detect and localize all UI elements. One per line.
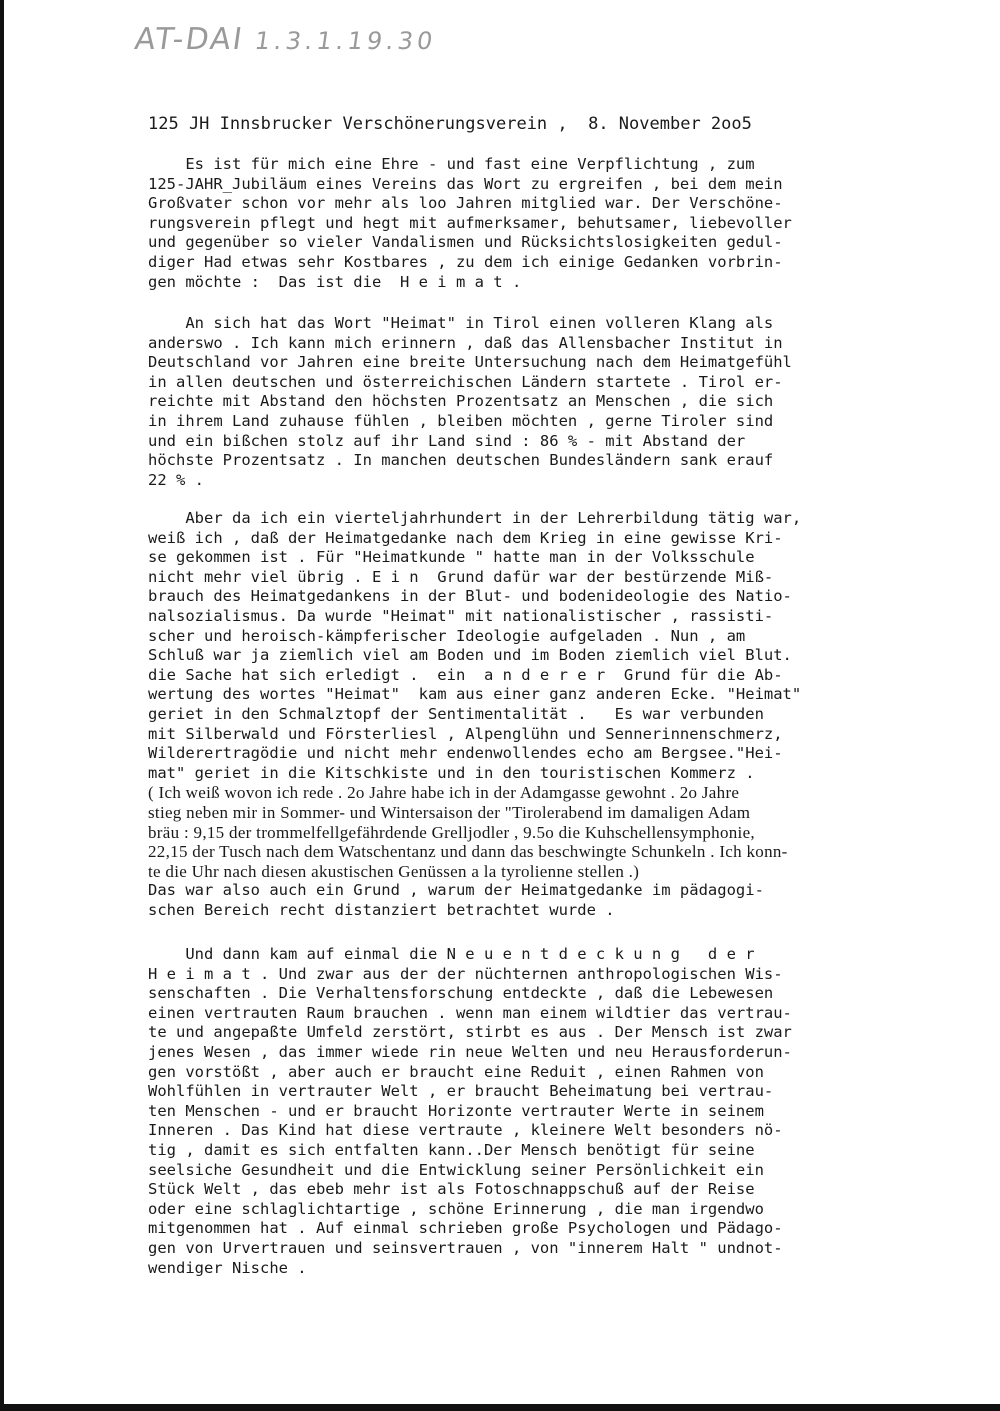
paragraph: [148, 509, 968, 920]
text-line: senschaften . Die Verhaltensforschung entdeckte , daß die Lebewesen: [148, 984, 774, 1003]
text-line: seelsiche Gesundheit und die Entwicklung seiner Persönlichkeit ein: [148, 1160, 764, 1179]
text-line: nicht mehr viel übrig . E i n Grund dafür war der bestürzende Miß-: [148, 567, 774, 586]
text-line: und gegenüber so vieler Vandalismen und Rücksichtslosigkeiten gedul-: [148, 233, 783, 252]
text-line: reichte mit Abstand den höchsten Prozentsatz an Menschen , die sich: [148, 392, 774, 411]
text-line: Schluß war ja ziemlich viel am Boden und im Boden ziemlich viel Blut.: [148, 646, 792, 665]
text-line: 22 % .: [148, 470, 204, 489]
text-line: Inneren . Das Kind hat diese vertraute , kleinere Welt besonders nö-: [148, 1121, 783, 1140]
text-line: wendiger Nische .: [148, 1258, 307, 1277]
text-line: Großvater schon vor mehr als loo Jahren mitglied war. Der Verschöne-: [148, 194, 783, 213]
text-line: nalsozialismus. Da wurde "Heimat" mit nationalistischer , rassisti-: [148, 606, 774, 625]
text-line: oder eine schlaglichtartige , schöne Erinnerung , die man irgendwo: [148, 1199, 764, 1218]
text-line: gen möchte : Das ist die H e i m a t .: [148, 272, 522, 291]
text-line: wertung des wortes "Heimat" kam aus einer ganz anderen Ecke. "Heimat": [148, 685, 802, 704]
text-line: jenes Wesen , das immer wiede rin neue Welten und neu Herausforderun-: [148, 1042, 792, 1061]
archive-stamp-number: 1.3.1.19.30: [252, 27, 439, 55]
text-line: te die Uhr nach diesen akustischen Genüssen a la tyrolienne stellen .): [148, 861, 640, 881]
text-line: anderswo . Ich kann mich erinnern , daß das Allensbacher Institut in: [148, 333, 783, 352]
text-line: die Sache hat sich erledigt . ein a n d e r e r Grund für die Ab-: [148, 665, 783, 684]
archive-stamp: [133, 22, 439, 57]
text-line: 22,15 der Tusch nach dem Watschentanz und dann das beschwingte Schunkeln . Ich konn-: [148, 842, 788, 862]
text-line: und ein bißchen stolz auf ihr Land sind : 86 % - mit Abstand der: [148, 431, 746, 450]
text-line: Aber da ich ein vierteljahrhundert in der Lehrerbildung tätig war,: [148, 509, 802, 527]
text-line: mit Silberwald und Försterliesl , Alpenglühn und Sennerinnenschmerz,: [148, 724, 783, 743]
document-title: 125 JH Innsbrucker Verschönerungsverein , 8. November 2oo5: [148, 114, 752, 134]
text-line: Wilderertragödie und nicht mehr endenwollendes echo am Bergsee."Hei-: [148, 744, 783, 763]
paragraph: [148, 155, 968, 292]
text-line: ten Menschen - und er braucht Horizonte vertrauter Werte in seinem: [148, 1101, 764, 1120]
text-line: Und dann kam auf einmal die N e u e n t d e c k u n g d e r: [148, 945, 755, 963]
text-line: geriet in den Schmalztopf der Sentimentalität . Es war verbunden: [148, 704, 764, 723]
text-line: mitgenommen hat . Auf einmal schrieben große Psychologen und Pädago-: [148, 1219, 783, 1238]
scan-edge-left: [0, 0, 4, 1411]
text-line: Es ist für mich eine Ehre - und fast eine Verpflichtung , zum: [148, 155, 755, 173]
text-line: bräu : 9,15 der trommelfellgefährdende Grelljodler , 9.5o die Kuhschellensymphonie,: [148, 822, 755, 842]
text-line: scher und heroisch-kämpferischer Ideologie aufgeladen . Nun , am: [148, 626, 746, 645]
text-line: Deutschland vor Jahren eine breite Untersuchung nach dem Heimatgefühl: [148, 353, 792, 372]
text-line: höchste Prozentsatz . In manchen deutschen Bundesländern sank erauf: [148, 451, 774, 470]
text-line: Stück Welt , das ebeb mehr ist als Fotoschnappschuß auf der Reise: [148, 1180, 755, 1199]
text-line: rungsverein pflegt und hegt mit aufmerksamer, behutsamer, liebevoller: [148, 213, 792, 232]
text-line: Wohlfühlen in vertrauter Welt , er braucht Beheimatung bei vertrau-: [148, 1082, 774, 1101]
text-line: ( Ich weiß wovon ich rede . 2o Jahre habe ich in der Adamgasse gewohnt . 2o Jahre: [148, 783, 740, 803]
text-line: te und angepaßte Umfeld zerstört, stirbt es aus . Der Mensch ist zwar: [148, 1023, 792, 1042]
text-line: schen Bereich recht distanziert betrachtet wurde .: [148, 900, 615, 919]
text-line: einen vertrauten Raum brauchen . wenn man einem wildtier das vertrau-: [148, 1003, 792, 1022]
text-line: brauch des Heimatgedankens in der Blut- und bodenideologie des Natio-: [148, 587, 792, 606]
paragraph: [148, 314, 968, 490]
text-line: gen vorstößt , aber auch er braucht eine Reduit , einen Rahmen von: [148, 1062, 764, 1081]
paragraph: [148, 945, 968, 1278]
text-line: tig , damit es sich entfalten kann..Der Mensch benötigt für seine: [148, 1140, 755, 1159]
text-line: Das war also auch ein Grund , warum der Heimatgedanke im pädagogi-: [148, 881, 764, 900]
scan-edge-bottom: [0, 1404, 1000, 1411]
text-line: in ihrem Land zuhause fühlen , bleiben möchten , gerne Tiroler sind: [148, 411, 774, 430]
text-line: gen von Urvertrauen und seinsvertrauen , von "innerem Halt " undnot-: [148, 1238, 783, 1257]
text-line: 125-JAHR_Jubiläum eines Vereins das Wort zu ergreifen , bei dem mein: [148, 174, 783, 193]
text-line: in allen deutschen und österreichischen Ländern startete . Tirol er-: [148, 372, 783, 391]
text-line: se gekommen ist . Für "Heimatkunde " hatte man in der Volksschule: [148, 548, 755, 567]
text-line: An sich hat das Wort "Heimat" in Tirol einen volleren Klang als: [148, 314, 774, 332]
text-line: mat" geriet in die Kitschkiste und in den touristischen Kommerz .: [148, 763, 755, 782]
text-line: H e i m a t . Und zwar aus der der nüchternen anthropologischen Wis-: [148, 964, 783, 983]
archive-stamp-main: AT-DAI: [132, 22, 247, 57]
text-line: weiß ich , daß der Heimatgedanke nach dem Krieg in eine gewisse Kri-: [148, 528, 783, 547]
text-line: stieg neben mir in Sommer- und Wintersaison der "Tirolerabend im damaligen Adam: [148, 802, 751, 822]
text-line: diger Had etwas sehr Kostbares , zu dem ich einige Gedanken vorbrin-: [148, 252, 783, 271]
